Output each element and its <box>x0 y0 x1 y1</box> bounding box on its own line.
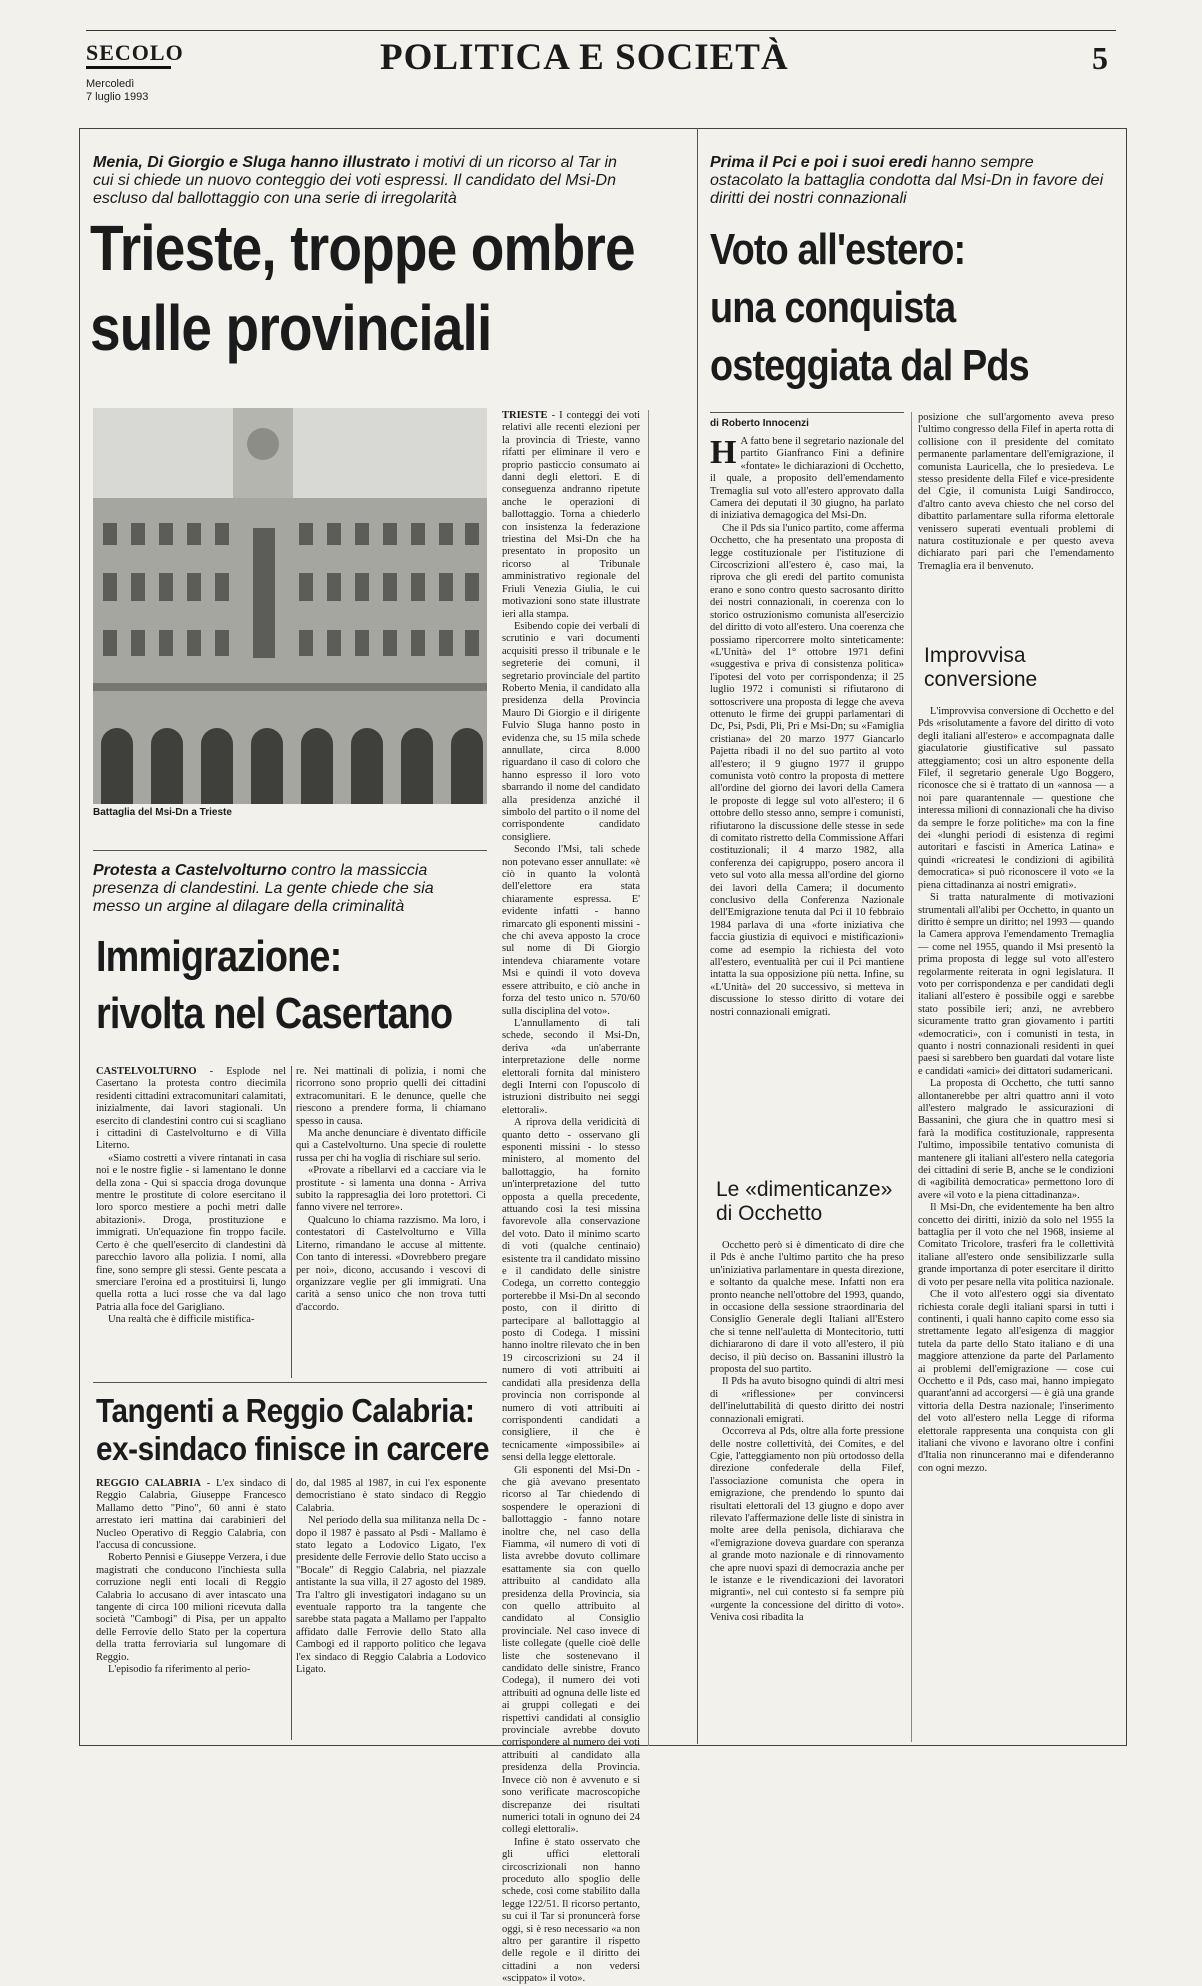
page-number: 5 <box>1092 40 1108 76</box>
voto-subhead-1-line2: di Occhetto <box>716 1202 823 1225</box>
tangenti-lead-place: REGGIO CALABRIA <box>96 1478 201 1489</box>
tangenti-col1-paragraph-3: L'episodio fa riferimento al perio- <box>108 1664 251 1676</box>
issue-day: Mercoledì <box>86 78 135 90</box>
trieste-paragraph-1: - I conteggi dei voti relativi alle recenti elezioni per la provincia di Trieste, vanno rifatti per eliminare il vero e proprio pasticcio consumato ai danni degli elettori. E di conseguenza andranno ripetute anche le operazioni di ballottaggio. Torna a chiederlo con insistenza la federazione triestina del Msi-Dn che ha presentato in proposito un ricorso al Tribunale amministrativo regionale del Friuli Venezia Giulia, le cui motivazioni sono state illustrate ieri alla stampa. <box>502 410 640 620</box>
trieste-building-illustration <box>93 408 487 804</box>
trieste-paragraph-4: L'annullamento di tali schede, secondo il Msi-Dn, deriva «da un'aberrante interpretazione delle norme elettorali fornita dal ministero degli Interni con l'opuscolo di istruzioni distribuito nei seggi elettorali». <box>502 1017 640 1116</box>
voto-column-2b <box>918 706 1114 1742</box>
voto-kicker-bold: Prima il Pci e poi i suoi eredi <box>710 154 927 171</box>
voto-dropcap: H <box>710 434 737 471</box>
trieste-column-rule <box>648 410 649 1746</box>
tangenti-top-rule <box>93 1382 487 1383</box>
trieste-photo <box>93 408 487 804</box>
immigrazione-col1-paragraph-2: «Siamo costretti a vivere rintanati in casa noi e le nostre figlie - si lamentano le donne della zona - Qui si spaccia droga dovunque mentre le prostitute di colore esercitano il loro sporco mestiere a pochi metri dalle abitazioni». Droga, prostituzione e immigrati. Un'equazione fin troppo facile. Certo è che quell'esercito di clandestini dà parecchio lavoro alla polizia. I nomi, alla fine, sono sempre gli stessi. Gente pescata a smerciare l'eroina ed a prostituirsi lì, lungo quella rotta a luci rosse che va dal lago Patria alla foce del Garigliano. <box>96 1152 286 1313</box>
voto-column-rule <box>911 412 912 1742</box>
immigrazione-column-2 <box>296 1066 486 1378</box>
immigrazione-lead-place: CASTELVOLTURNO <box>96 1066 197 1077</box>
trieste-lead-paragraph <box>502 410 640 621</box>
tangenti-col1-paragraph-2: Roberto Pennisi e Giuseppe Verzera, i due magistrati che conducono l'inchiesta sulla corruzione negli enti locali di Reggio Calabria lo accusano di aver intascato una tangente di circa 100 milioni ricevuta dalla società "Cambogi" di Pisa, per un appalto delle Ferrovie dello Stato per la copertura della tratta ferroviaria sul lungomare di Reggio. <box>96 1552 286 1663</box>
trieste-headline-line1: Trieste, troppe ombre <box>90 212 635 284</box>
voto-col1b-paragraph-3: Occorreva al Pds, oltre alla forte pressione delle nostre collettività, dei Comites, e del Cgie, l'atteggiamento non più ortodosso della direzione confederale della Filef, l'associazione comunista che opera in emigrazione, che prendendo lo spunto dai risultati elettorali del 13 giugno e dopo aver rilevato l'affermazione delle liste di sinistra in molte aree della penisola, dichiarava che «l'emigrazione doveva guardare con speranza al grande moto nazionale e di rinnovamento che apre nuovi spazi di democrazia anche per le istanze e le rivendicazioni dei lavoratori migranti», nel cui contesto si fa sempre più «urgente la concessione del diritto di voto». Veniva così ribadita la <box>710 1426 904 1624</box>
trieste-paragraph-7: Infine è stato osservato che gli uffici elettorali circoscrizionali non hanno proceduto allo spoglio delle schede, così come stabilito dalla legge 122/51. Il ricorso pertanto, su cui il Tar si pronuncerà forse oggi, si è reso necessario «a non altro per garantire il rispetto delle regole e il diritto dei cittadini a non vedersi «scippato» il voto». <box>502 1836 640 1985</box>
top-rule <box>86 30 1116 31</box>
immigrazione-col1-paragraph-3: Una realtà che è difficile mistifica- <box>108 1314 255 1326</box>
trieste-body-column <box>502 410 640 1985</box>
tangenti-column-2 <box>296 1478 486 1740</box>
voto-col2b-paragraph-4: Il Msi-Dn, che evidentemente ha ben altro concetto dei diritti, iniziò da solo nel 1955 la battaglia per il voto che nel 1968, insieme al Comitato Tricolore, trasferì fra le collettività italiane all'estero onde sensibilizzarle sulla grande importanza di poter esercitare il diritto di voto per pesare nella vita politica nazionale. <box>918 1202 1114 1288</box>
immigrazione-kicker-rest: contro la massiccia presenza di clandestini. La gente chiede che sia messo un argine al dilagare della criminalità <box>93 862 434 915</box>
voto-subhead-2-line1: Improvvisa <box>924 644 1026 667</box>
trieste-headline-line2: sulle provinciali <box>90 292 492 364</box>
voto-lead-paragraph <box>710 436 904 523</box>
immigrazione-kicker-bold: Protesta a Castelvolturno <box>93 862 287 879</box>
voto-kicker-rest: hanno sempre ostacolato la battaglia condotta dal Msi-Dn in favore dei diritti dei nostri connazionali <box>710 154 1104 207</box>
immigrazione-col1-paragraph-1: - Esplode nel Casertano la protesta contro diecimila residenti cittadini extracomunitari calamitati, inizialmente, dai lavori stagionali. Un esercito di clandestini contro cui si scagliano i cittadini di Castelvolturno e di Villa Literno. <box>96 1066 286 1152</box>
trieste-paragraph-6: Gli esponenti del Msi-Dn - che già avevano presentato ricorso al Tar chiedendo di sospendere le operazioni di ballottaggio - fanno notare inoltre che, nel caso della Fiamma, «il numero di voti di lista avrebbe dovuto collimare esattamente sia con quello attribuito al candidato alla presidenza della Provincia, sia con quello attribuito al candidato al Consiglio provinciale. Nel caso invece di liste collegate (quelle cioè delle liste che sostenevano il candidato delle sinistre, Franco Codega), il numero dei voti attribuiti ad ognuna delle liste ed ai gruppi collegati e dei rispettivi candidati al consiglio provinciale avrebbe dovuto corrispondere al numero dei voti attribuiti al candidato alla presidenza della Provincia. Invece ciò non è avvenuto e si sono verificate macroscopiche discrepanze dei risultati numerici totali in ognuno dei 24 collegi elettorali». <box>502 1464 640 1836</box>
immigrazione-col2-paragraph-2: Ma anche denunciare è diventato difficile qui a Castelvolturno. Una specie di roulette russa per chi ha voglia di rischiare sul serio. <box>296 1128 486 1164</box>
voto-headline-line1: Voto all'estero: <box>710 225 966 274</box>
voto-subhead-2 <box>924 644 1037 692</box>
masthead-rule <box>86 66 171 69</box>
immigrazione-column-1 <box>96 1066 286 1378</box>
immigrazione-column-rule <box>291 1066 292 1378</box>
tangenti-col1-paragraph-1: - L'ex sindaco di Reggio Calabria, Giuseppe Francesco Mallamo detto "Pino", 60 anni è stato arrestato ieri mattina dai carabinieri del Nucleo Operativo di Reggio Calabria, con l'accusa di concussione. <box>96 1478 286 1552</box>
voto-col1-paragraph-2: Che il Pds sia l'unico partito, come afferma Occhetto, che ha presentato una proposta di legge costituzionale per l'istituzione di Circoscrizioni all'estero è, caso mai, la riprova che gli eredi del partito comunista erano e sono contro questo sacrosanto diritto dei nostri connazionali, in coerenza con lo storico ostruzionismo comunista all'esercizio del diritto di voto all'estero. Una coerenza che possiamo ripercorrere molto sinteticamente: «L'Unità» del 1° ottobre 1971 definì «suggestiva e priva di consistenza politica» l'ipotesi del voto per corrispondenza; il 25 luglio 1972 i comunisti si rifiutarono di sottoscrivere una proposta di legge che aveva ottenuto le firme dei gruppi parlamentari di Dc, Psi, Psdi, Pli, Pri e Msi-Dn; su «Famiglia cristiana» del 20 marzo 1977 Giancarlo Pajetta ribadì il no del suo partito al voto all'estero; il 9 giugno 1977 il gruppo comunista votò contro la proposta di mettere all'ordine del giorno dei lavori della Camera le proposte di legge sul voto all'estero; il 6 ottobre dello stesso anno, sempre i comunisti, rifiutarono la discussione delle stesse in sede di comitato ristretto della Commissione Affari costituzionali; il 4 marzo 1982, alla conferenza dei capigruppo, posero ancora il veto sul voto alla messa all'ordine del giorno dei lavori della Camera; il documento conclusivo della Conferenza Nazionale dell'Emigrazione tenuta dal Pci il 10 febbraio 1984 parlava di una «forte iniziativa che faccia giustizia di equivoci e mistificazioni» come ad esempio la richiesta del voto all'estero, eventualità per cui il Pci mantiene intatta la sua opposizione più netta. Infine, su «L'Unità» del 20 successivo, si metteva in discussione lo stesso diritto di votare dei nostri connazionali emigrati. <box>710 522 904 1018</box>
tangenti-col2-paragraph-1: do, dal 1985 al 1987, in cui l'ex esponente democristiano è stato sindaco di Reggio Calabria. <box>296 1478 486 1514</box>
trieste-photo-caption: Battaglia del Msi-Dn a Trieste <box>93 807 232 818</box>
main-column-separator <box>697 128 698 1744</box>
tangenti-headline-line2: ex-sindaco finisce in carcere <box>96 1430 490 1467</box>
voto-col1-paragraph-1: A fatto bene il segretario nazionale del partito Gianfranco Fini a definire «fontate» le dichiarazioni di Occhetto, il quale, a proposito dell'emendamento Tremaglia sul voto all'estero approvato dalla Camera dei deputati il 30 giugno, ha parlato di iniziativa demagogica del Msi-Dn. <box>710 436 904 522</box>
voto-col1b-paragraph-1: Occhetto però si è dimenticato di dire che il Pds è anche l'ultimo partito che ha preso un'iniziativa parlamentare in questa direzione, e soltanto da qualche mese. Infatti non era pronto neanche nell'ottobre del 1993, quando, in occasione della sessione straordinaria del Consiglio Generale degli Italiani all'Estero che si tenne nell'auletta di Montecitorio, tutti dichiararono di dare il voto all'estero, il più deciso, il più deciso on. Bassanini illustrò la proposta del suo partito. <box>710 1240 904 1376</box>
voto-column-2 <box>918 412 1114 627</box>
voto-subhead-2-line2: conversione <box>924 668 1038 691</box>
voto-headline-line3: osteggiata dal Pds <box>710 341 1029 390</box>
voto-subhead-1-line1: Le «dimenticanze» <box>716 1178 893 1201</box>
tangenti-lead-paragraph <box>96 1478 286 1552</box>
voto-kicker <box>710 154 1110 208</box>
voto-headline-line2: una conquista <box>710 283 956 332</box>
voto-col2b-paragraph-3: La proposta di Occhetto, che tutti sanno allontanerebbe per altri quattro anni il voto all'estero malgrado le assicurazioni di Bassanini, che giura che in quattro mesi si farà la modifica costituzionale, rappresenta l'ultimo, impossibile tentativo comunista di mantenere gli italiani all'estero nella categoria dei cittadini di serie B, anche se le condizioni di «agibilità democratica» permettono loro di avere «il voto e la piena cittadinanza». <box>918 1078 1114 1201</box>
immigrazione-col2-paragraph-4: Qualcuno lo chiama razzismo. Ma loro, i contestatori di Castelvolturno e Villa Literno, rimandano le accuse al mittente. Con tanto di interessi. «Dovrebbero pregare per noi», dicono, accusando i vescovi di organizzare veglie per gli immigrati. Una carità a senso unico che non trova tutti d'accordo. <box>296 1214 486 1313</box>
issue-full-date: 7 luglio 1993 <box>86 91 149 103</box>
trieste-kicker-bold: Menia, Di Giorgio e Sluga hanno illustrato <box>93 154 411 171</box>
section-title: POLITICA E SOCIETÀ <box>380 37 789 78</box>
voto-column-1 <box>710 436 904 1171</box>
voto-subhead-1 <box>716 1178 892 1226</box>
immigrazione-col2-paragraph-3: «Provate a ribellarvi ed a cacciare via le prostitute - si lamenta una donna - Arriva subito la rappresaglia dei loro protettori. Ci fanno vivere nel terrore». <box>296 1165 486 1214</box>
trieste-paragraph-2: Esibendo copie dei verbali di scrutinio e vari documenti acquisiti presso il tribunale e le segreterie dei comuni, il segretario provinciale del partito Roberto Menia, il candidato alla presidenza della Provincia Mauro Di Giorgio e il dirigente Fulvio Sluga hanno posto in evidenza che, su 15 mila schede annullate, circa 8.000 riguardano il caso di coloro che hanno espresso il loro voto sbarrando il nome del candidato alla presidenza anziché il simbolo del partito o il nome del corrispondente candidato consigliere. <box>502 620 640 843</box>
voto-column-1b <box>710 1240 904 1740</box>
tangenti-column-rule <box>291 1478 292 1740</box>
tangenti-column-1 <box>96 1478 286 1740</box>
voto-col2b-paragraph-1: L'improvvisa conversione di Occhetto e del Pds «risolutamente a favore del diritto di voto degli italiani all'estero» e accompagnata dalle giaculatorie giustificative sul passato atteggiamento; così un altro esponente della Filef, il segretario generale Ugo Boggero, riconosce che si è trattato di un «annosa — a noi pare quarantennale — questione che interessa milioni di connazionali che ha diviso da sempre le forze politiche» ma con la fine dei «lunghi periodi di esistenza di regimi autoritari e fascisti in America Latina» e quindi «ricreatesi le condizioni di agibilità democratica» si può riconoscere il voto «e la piena cittadinanza ai nostri emigrati». <box>918 706 1114 891</box>
trieste-kicker <box>93 154 633 208</box>
tangenti-col2-paragraph-2: Nel periodo della sua militanza nella Dc - dopo il 1987 è passato al Psdi - Mallamo è stato legato a Lodovico Ligato, l'ex presidente delle Ferrovie dello Stato ucciso a "Bocale" di Reggio Calabria, nel piazzale antistante la sua villa, il 27 agosto del 1989. Tra l'altro gli investigatori indagano su un eventuale rapporto tra la tangente che sarebbe stata pagata a Mallamo per l'appalto affidato dalle Ferrovie dello Stato alla Cambogi ed il rapporto politico che legava l'ex sindaco di Reggio Calabria a Lodovico Ligato. <box>296 1515 486 1676</box>
issue-date <box>86 78 148 104</box>
trieste-paragraph-5: A riprova della veridicità di quanto detto - osservano gli esponenti missini - lo stesso ministero, al momento del ballottaggio, ha fornito un'interpretazione del tutto opposta a quella precedente, attuando così la tesi missina favorevole alla conservazione del voto. Dato il minimo scarto di voti (qualche centinaio) esistente tra il candidato missino e il candidato delle sinistre Codega, un corretto conteggio porterebbe il Msi-Dn al secondo posto, con il diritto di partecipare al ballottaggio al posto di Codega. I missini hanno inoltre rilevato che in ben 19 circoscrizioni su 24 il numero di voti attribuiti ai candidati alla presidenza della provincia non corrisponde al numero di voti attribuiti ai corrispondenti candidati a consigliere, il che è tecnicamente «impossibile» ai sensi della legge elettorale. <box>502 1117 640 1464</box>
immigrazione-col2-paragraph-1: re. Nei mattinali di polizia, i nomi che ricorrono sono proprio quelli dei cittadini extracomunitari. E le denunce, quelle che riescono a prendere forma, li chiamano spesso in causa. <box>296 1066 486 1127</box>
voto-col2-paragraph-1: posizione che sull'argomento aveva preso l'ultimo congresso della Filef in aperta rotta di collisione con il presidente del comitato permanente parlamentare dell'emigrazione, il comunista Lauricella, che lo presiedeva. Le stesso presidente della Filef e vice-presidente del Cgie, il comunista Luigi Sandirocco, d'altro canto aveva chiesto che nel corso del dibattito parlamentare sulla riforma elettorale venissero superati eventuali problemi di natura costituzionale e per questo aveva dichiarato pari pari che l'emendamento Tremaglia era il benvenuto. <box>918 412 1114 572</box>
immigrazione-kicker <box>93 862 485 916</box>
trieste-kicker-rest: i motivi di un ricorso al Tar in cui si chiede un nuovo conteggio dei voti espressi. Il candidato del Msi-Dn escluso dal ballottaggio con una serie di irregolarità <box>93 154 617 207</box>
masthead: SECOLO <box>86 40 184 65</box>
immigrazione-top-rule <box>93 850 487 851</box>
immigrazione-lead-paragraph <box>96 1066 286 1153</box>
tangenti-headline-line1: Tangenti a Reggio Calabria: <box>96 1392 475 1429</box>
trieste-paragraph-3: Secondo l'Msi, tali schede non potevano esser annullate: «è ciò in quanto la volontà dell'elettore era stata chiaramente espressa. E' evidente infatti - hanno rimarcato gli esponenti missini - che chi aveva apposto la croce sul nome di Di Giorgio intendeva chiaramente votare Msi e quindi il voto doveva essere attribuito, e ciò anche in forza del testo unico n. 570/60 sulla disciplina del voto». <box>502 844 640 1017</box>
voto-col1b-paragraph-2: Il Pds ha avuto bisogno quindi di altri mesi di «riflessione» per convincersi dell'ineluttabilità di questo diritto dei nostri connazionali emigrati. <box>710 1376 904 1425</box>
voto-byline-rule <box>710 412 904 413</box>
voto-col2b-paragraph-2: Si tratta naturalmente di motivazioni strumentali all'alibi per Occhetto, in quanto un diritto è sempre un diritto; nel 1993 — quando la Camera approva l'emendamento Tremaglia — come nel 1955, quando il Msi presentò la prima proposta di legge sul voto all'estero regolarmente reiterata in ogni legislatura. Il voto per corrispondenza e per candidati degli italiani all'estero è possibile oggi e sarebbe stato possibile ieri; anzi, ne avrebbero sicuramente tratto gran giovamento i partiti «democratici», con i comunisti in testa, in quanto i nostri connazionali residenti in quei paesi si sarebbero ben guardati dal votare liste e candidati «amici» dei dittatori sudamericani. <box>918 892 1114 1077</box>
immigrazione-headline-line1: Immigrazione: <box>96 932 342 981</box>
immigrazione-headline-line2: rivolta nel Casertano <box>96 989 453 1038</box>
voto-col2b-paragraph-5: Che il voto all'estero oggi sia diventato richiesta corale degli italiani sparsi in tutti i continenti, i quali hanno capito come esso sia strettamente legato all'esigenza di maggior tutela da parte dello Stato italiano e di una maggiore attenzione da parte del Parlamento ai problemi dell'emigrazione — cose cui Occhetto e il Pds, caso mai, hanno impiegato quarant'anni ad accorgersi — è già una grande vittoria della Destra nazionale; l'inserimento del voto all'estero nella Legge di riforma elettorale rappresenta una conquista con gli italiani che vivono e lavorano oltre i confini d'Italia non rinunceranno mai e difenderanno con ogni mezzo. <box>918 1289 1114 1474</box>
trieste-lead-place: TRIESTE <box>502 410 548 421</box>
voto-byline: di Roberto Innocenzi <box>710 418 809 429</box>
